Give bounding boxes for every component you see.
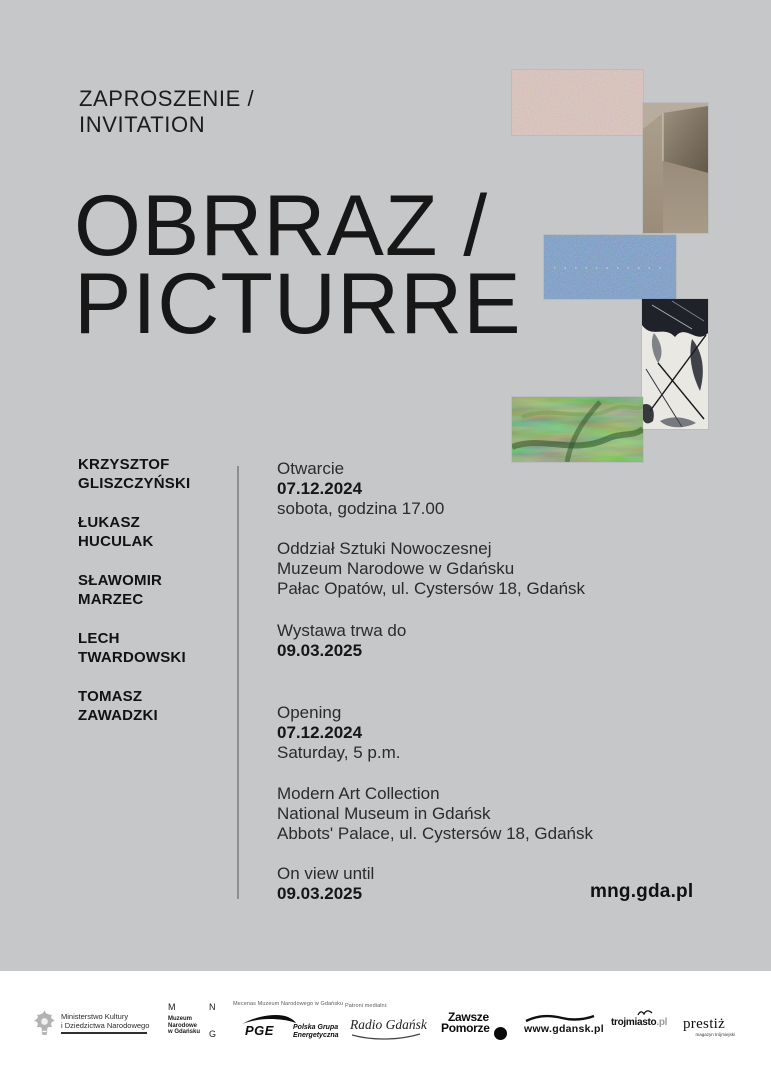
artist-first-name: SŁAWOMIR xyxy=(78,572,163,589)
artwork-black-white-abstract-painting xyxy=(642,299,708,429)
artwork-blue-speckle-painting xyxy=(544,235,676,299)
trojmiasto-bird-icon xyxy=(637,1009,653,1017)
ministry-name-line-2: i Dziedzictwa Narodowego xyxy=(61,1021,150,1030)
gdansk-portal-name: www.gdansk.pl xyxy=(524,1023,604,1035)
artist-last-name: ZAWADZKI xyxy=(78,706,158,724)
artist-last-name: MARZEC xyxy=(78,590,144,608)
opening-time-pl: sobota, godzina 17.00 xyxy=(277,499,445,518)
pge-logo xyxy=(238,1013,348,1039)
artist-name xyxy=(78,688,190,725)
patroni-caption: Patroni medialni: xyxy=(345,1003,388,1009)
artwork-cube-painting xyxy=(643,103,708,233)
mecenas-caption: Mecenas Muzeum Narodowego w Gdańsku xyxy=(233,1001,344,1007)
museum-name-line-3: w Gdańsku xyxy=(168,1029,201,1035)
duration-date-en: 09.03.2025 xyxy=(277,884,363,903)
sponsor-footer xyxy=(0,971,771,1080)
artist-name xyxy=(78,456,190,493)
radio-gdansk-name: Radio Gdańsk xyxy=(350,1017,427,1032)
ministry-underline xyxy=(61,1032,147,1034)
website-url: mng.gda.pl xyxy=(590,881,694,902)
artist-name xyxy=(78,514,190,551)
gdansk-wave-icon xyxy=(524,1014,596,1023)
mng-letter-m: M xyxy=(168,1002,176,1012)
artist-last-name: TWARDOWSKI xyxy=(78,648,186,666)
opening-date-pl: 07.12.2024 xyxy=(277,479,363,498)
venue-line-3-en: Abbots' Palace, ul. Cystersów 18, Gdańsk xyxy=(277,824,594,843)
artist-name xyxy=(78,630,190,667)
opening-info-pl xyxy=(277,459,593,519)
kicker-line-1: ZAPROSZENIE / xyxy=(79,86,255,111)
venue-line-2-en: National Museum in Gdańsk xyxy=(277,804,491,823)
zawsze-line-2: Pomorze xyxy=(441,1020,490,1035)
pge-name xyxy=(293,1024,339,1039)
zawsze-pomorze-circle-icon xyxy=(494,1027,507,1040)
museum-name-line-2: Narodowe xyxy=(168,1022,198,1029)
museum-name xyxy=(168,1016,200,1036)
radio-gdansk-logo xyxy=(350,1017,427,1040)
duration-info-pl xyxy=(277,621,593,661)
artist-first-name: KRZYSZTOF xyxy=(78,456,170,473)
event-details xyxy=(277,459,593,904)
trojmiasto-suffix: .pl xyxy=(656,1017,668,1028)
trojmiasto-text: trojmiasto xyxy=(611,1017,657,1028)
venue-line-2-pl: Muzeum Narodowe w Gdańsku xyxy=(277,559,515,578)
pge-name-line-1: Polska Grupa xyxy=(293,1024,339,1031)
mng-letter-n: N xyxy=(209,1002,216,1012)
kicker-line-2: INVITATION xyxy=(79,112,206,137)
artwork-green-brushstroke-painting xyxy=(512,397,643,462)
title-line-1: OBRRAZ / xyxy=(74,178,489,274)
opening-time-en: Saturday, 5 p.m. xyxy=(277,743,401,762)
venue-info-en xyxy=(277,784,593,844)
mng-letter-g: G xyxy=(209,1029,217,1039)
duration-label-pl: Wystawa trwa do xyxy=(277,621,407,640)
duration-label-en: On view until xyxy=(277,864,375,883)
gdansk-portal-logo xyxy=(524,1014,604,1035)
prestiz-logo xyxy=(683,1016,735,1037)
artist-first-name: TOMASZ xyxy=(78,688,143,705)
ministry-name-line-1: Ministerstwo Kultury xyxy=(61,1012,129,1021)
polish-eagle-icon xyxy=(33,1009,56,1036)
duration-date-pl: 09.03.2025 xyxy=(277,641,363,660)
exhibition-title xyxy=(74,178,522,352)
ministry-logo xyxy=(33,1009,56,1036)
kicker xyxy=(79,86,254,138)
pge-abbr: PGE xyxy=(245,1023,274,1038)
opening-label-pl: Otwarcie xyxy=(277,459,345,478)
venue-line-1-pl: Oddział Sztuki Nowoczesnej xyxy=(277,539,492,558)
opening-label-en: Opening xyxy=(277,703,342,722)
opening-date-en: 07.12.2024 xyxy=(277,723,363,742)
duration-info-en xyxy=(277,864,593,904)
trojmiasto-name xyxy=(611,1017,667,1028)
venue-line-1-en: Modern Art Collection xyxy=(277,784,440,803)
museum-mng-logo xyxy=(168,1002,220,1042)
artist-first-name: LECH xyxy=(78,630,120,647)
artist-last-name: GLISZCZYŃSKI xyxy=(78,474,191,492)
venue-line-3-pl: Pałac Opatów, ul. Cystersów 18, Gdańsk xyxy=(277,579,586,598)
opening-info-en xyxy=(277,703,593,763)
pge-name-line-2: Energetyczna xyxy=(293,1031,339,1039)
zawsze-line-1: Zawsze xyxy=(448,1010,489,1024)
artwork-pink-speckle-painting xyxy=(512,70,643,135)
title-line-2: PICTURRE xyxy=(74,256,522,352)
zawsze-pomorze-logo xyxy=(441,1012,511,1033)
artist-list xyxy=(78,456,190,746)
venue-info-pl xyxy=(277,539,593,599)
ministry-name xyxy=(61,1012,149,1030)
artist-last-name: HUCULAK xyxy=(78,532,154,550)
artist-first-name: ŁUKASZ xyxy=(78,514,141,531)
radio-swoosh-icon xyxy=(350,1033,422,1040)
prestiz-name: prestiż xyxy=(683,1016,726,1032)
museum-name-line-1: Muzeum xyxy=(168,1016,192,1022)
prestiz-caption: magazyn trójmiejski xyxy=(695,1032,735,1037)
vertical-divider xyxy=(237,466,239,899)
artist-name xyxy=(78,572,190,609)
